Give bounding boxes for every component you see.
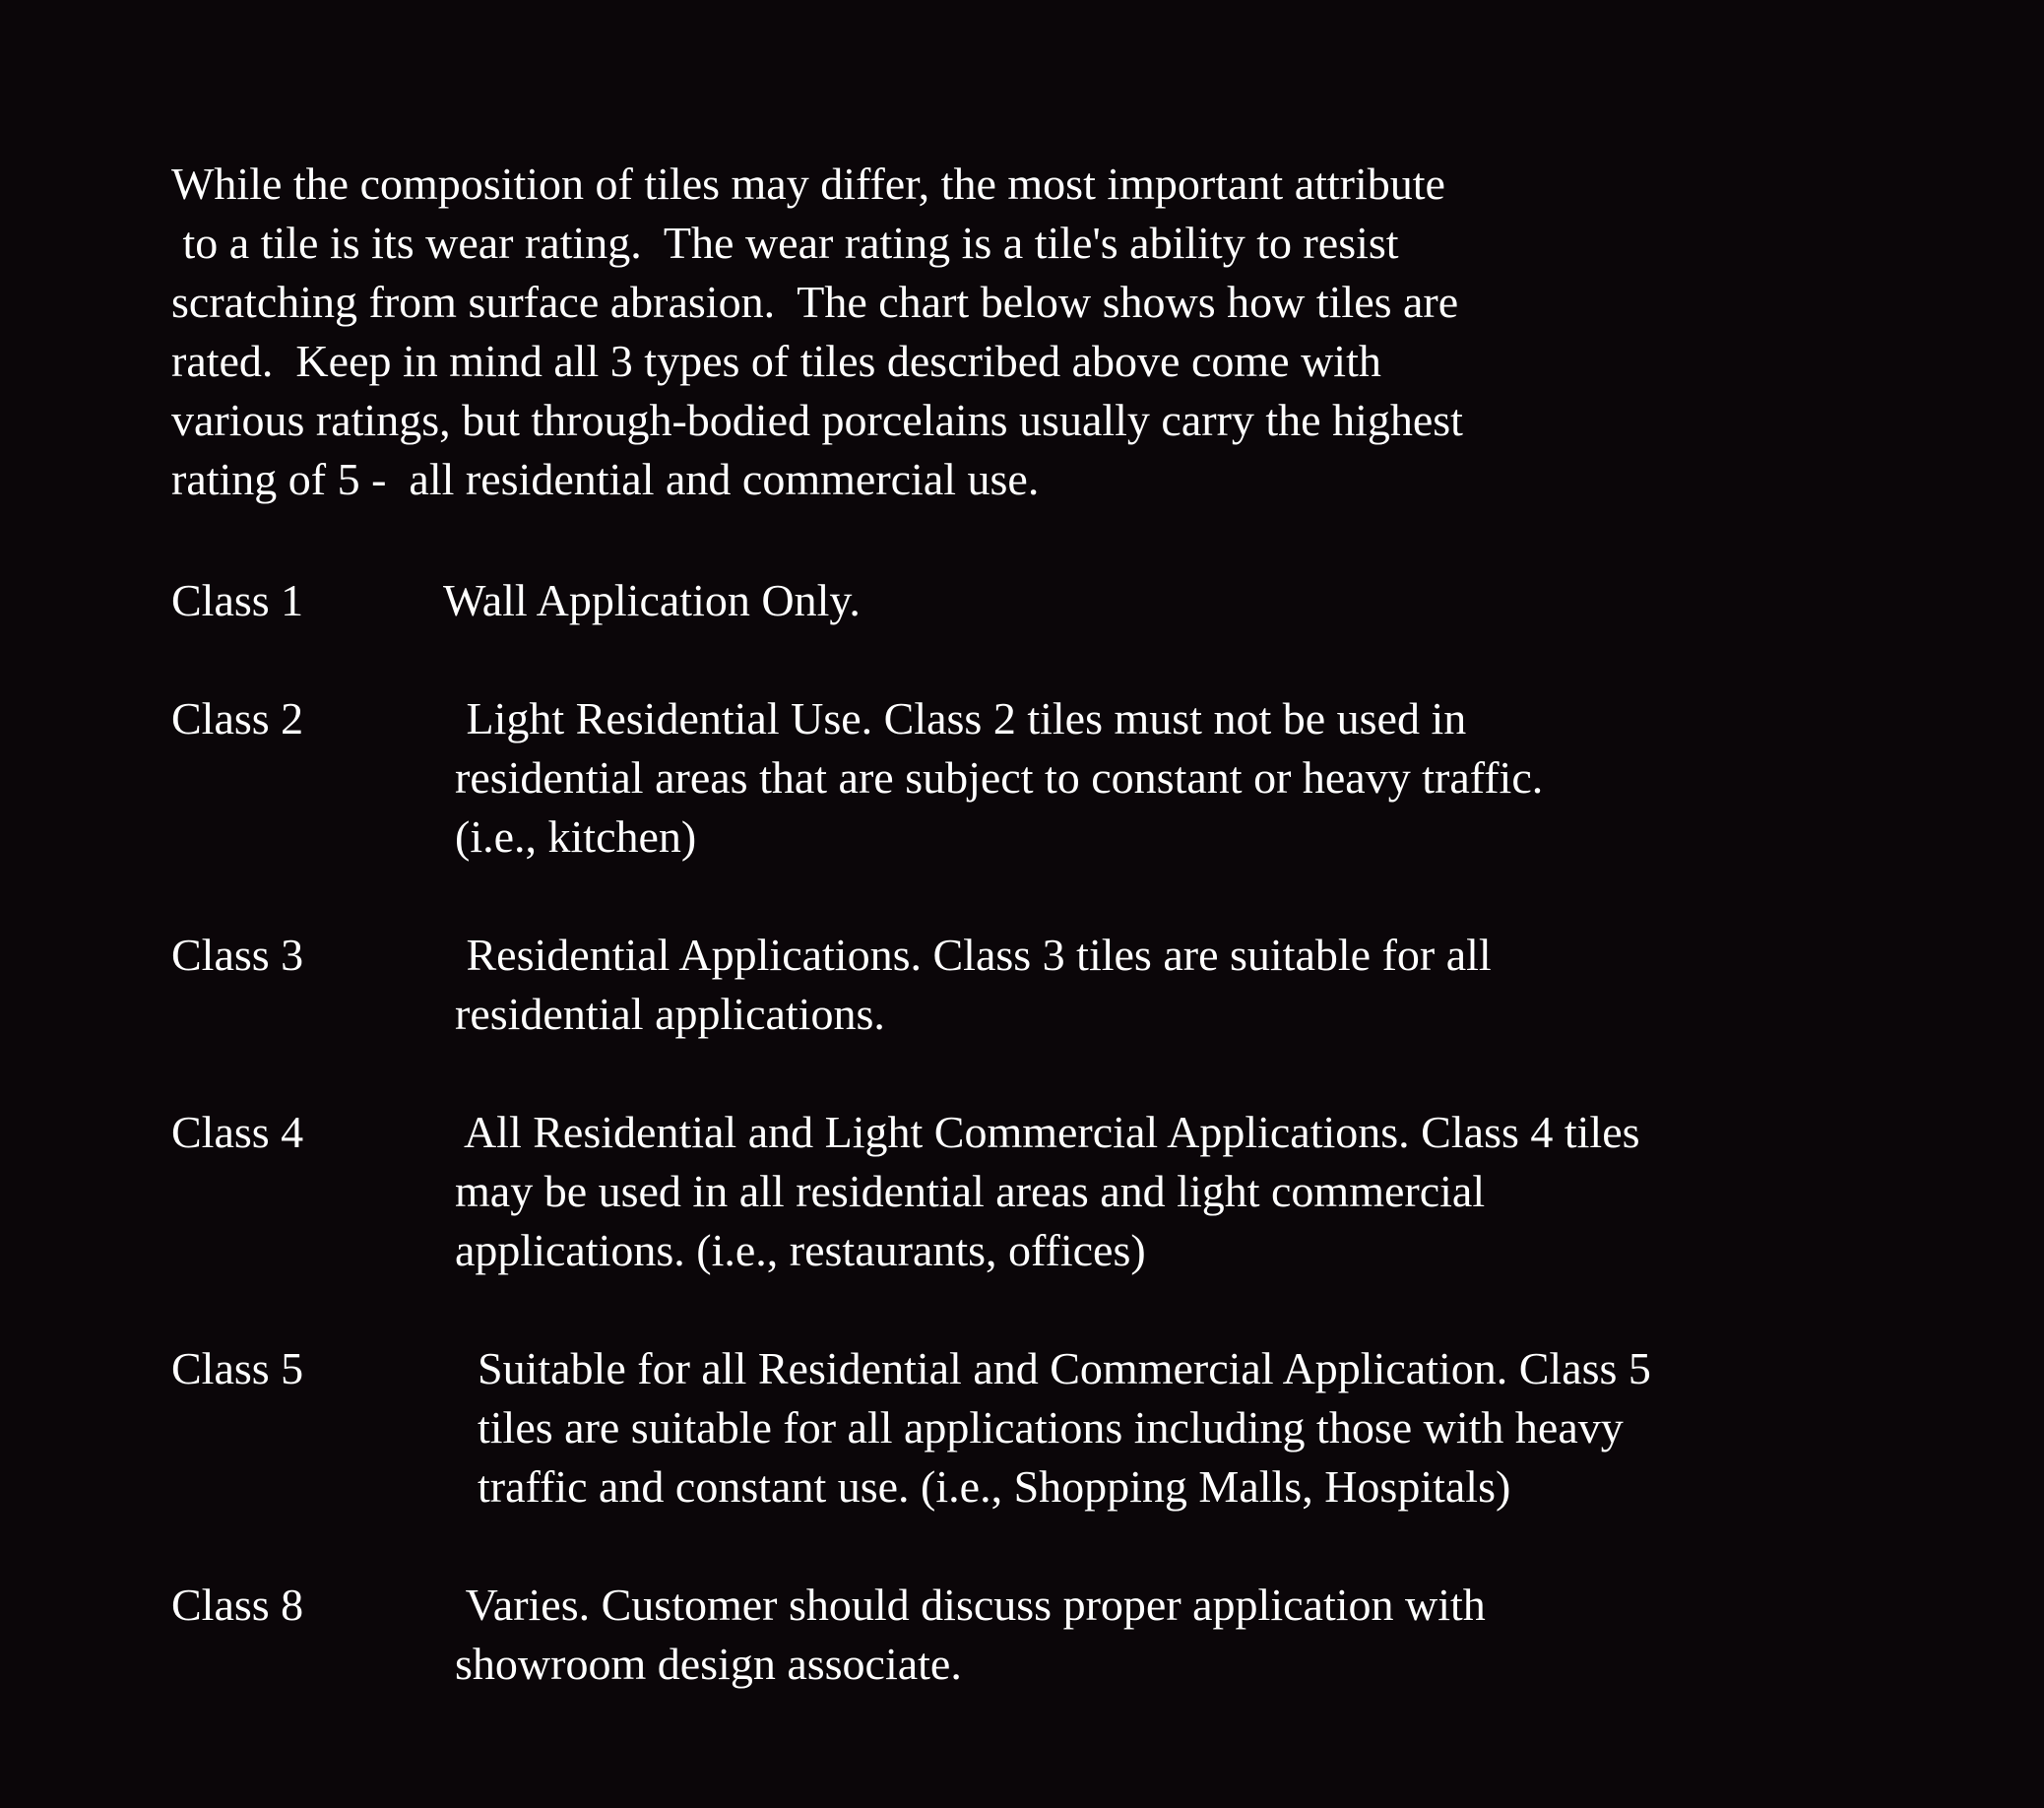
intro-line: While the composition of tiles may differ, the most important attribute: [171, 159, 1445, 209]
intro-line: scratching from surface abrasion. The chart below shows how tiles are: [171, 277, 1459, 327]
class-label: Class 3: [171, 930, 304, 980]
class-description: [455, 689, 1932, 867]
intro-paragraph: [171, 155, 1924, 509]
intro-line: rating of 5 - all residential and commercial use.: [171, 454, 1040, 504]
class-description-line: showroom design associate.: [455, 1639, 962, 1689]
class-description: [455, 1576, 1932, 1694]
class-description: [443, 571, 1920, 630]
class-description-line: traffic and constant use. (i.e., Shopping Malls, Hospitals): [455, 1461, 1511, 1512]
class-description: [455, 926, 1932, 1044]
class-description-line: Varies. Customer should discuss proper application with: [455, 1580, 1486, 1630]
class-description-line: tiles are suitable for all applications including those with heavy: [455, 1402, 1624, 1453]
class-description-line: residential areas that are subject to constant or heavy traffic.: [455, 752, 1544, 803]
class-description-line: residential applications.: [455, 989, 885, 1039]
intro-line: rated. Keep in mind all 3 types of tiles described above come with: [171, 336, 1381, 386]
class-description-line: may be used in all residential areas and light commercial: [455, 1166, 1486, 1216]
class-label: Class 5: [171, 1343, 304, 1393]
class-description: [455, 1103, 1932, 1280]
class-description-line: All Residential and Light Commercial Applications. Class 4 tiles: [455, 1107, 1640, 1157]
class-description-line: Light Residential Use. Class 2 tiles must not be used in: [455, 693, 1467, 743]
class-description-line: (i.e., kitchen): [455, 811, 697, 862]
intro-line: to a tile is its wear rating. The wear rating is a tile's ability to resist: [171, 218, 1399, 268]
class-description-line: Suitable for all Residential and Commercial Application. Class 5: [455, 1343, 1651, 1393]
intro-line: various ratings, but through-bodied porcelains usually carry the highest: [171, 395, 1463, 445]
class-description: [455, 1339, 1932, 1517]
class-description-line: Wall Application Only.: [443, 575, 861, 625]
class-label: Class 4: [171, 1107, 304, 1157]
class-label: Class 8: [171, 1580, 304, 1630]
class-label: Class 2: [171, 693, 304, 743]
class-description-line: applications. (i.e., restaurants, offices): [455, 1225, 1146, 1275]
class-label: Class 1: [171, 575, 304, 625]
class-description-line: Residential Applications. Class 3 tiles are suitable for all: [455, 930, 1492, 980]
